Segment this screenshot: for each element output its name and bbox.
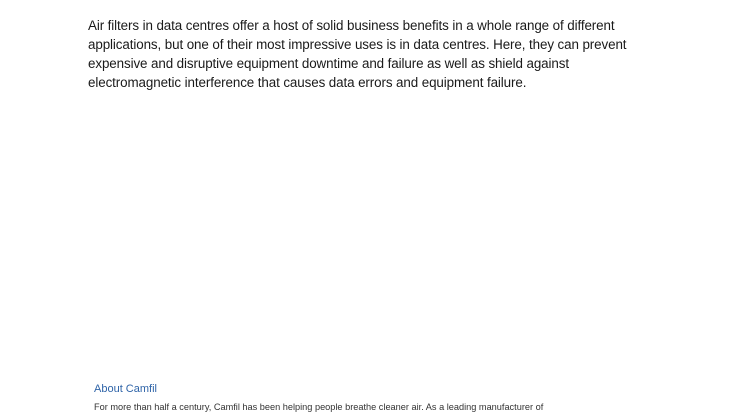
about-camfil-heading: About Camfil [94, 383, 157, 395]
intro-paragraph: Air filters in data centres offer a host of solid business benefits in a whole range of different applications, but one of their most impressive uses is in data centres. Here, they can prevent expensive and disruptive equipment downtime and failure as well as shield against electromagnetic interference that causes data errors and equipment failure. [88, 18, 627, 90]
about-camfil-text: For more than half a century, Camfil has been helping people breathe cleaner air. As a leading manufacturer of [94, 402, 544, 412]
